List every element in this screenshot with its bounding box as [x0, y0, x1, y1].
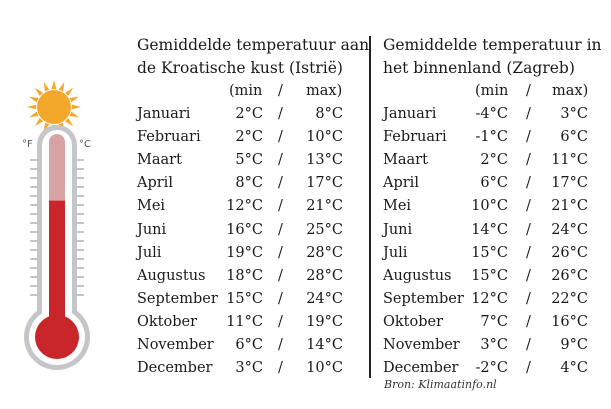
month-cell: Maart	[383, 152, 428, 169]
max-temp-cell: 8°C	[315, 106, 343, 123]
inland-title-line1: Gemiddelde temperatuur in	[383, 36, 602, 54]
min-temp-cell: 6°C	[480, 175, 508, 192]
slash-separator: /	[278, 152, 283, 169]
max-temp-cell: 24°C	[306, 290, 343, 307]
month-cell: Januari	[137, 106, 191, 123]
max-temp-cell: 17°C	[551, 175, 588, 192]
slash-separator: /	[526, 175, 531, 192]
table-row	[372, 334, 604, 357]
table-row	[121, 242, 365, 265]
min-temp-cell: 14°C	[471, 221, 508, 238]
slash-separator: /	[278, 198, 283, 215]
table-row	[372, 357, 604, 380]
month-cell: Februari	[137, 129, 201, 146]
month-cell: April	[137, 175, 173, 192]
table-row	[121, 288, 365, 311]
min-temp-cell: 12°C	[226, 198, 263, 215]
min-temp-cell: 2°C	[480, 152, 508, 169]
slash-separator: /	[278, 267, 283, 284]
table-row	[372, 195, 604, 218]
sun-ray	[70, 97, 79, 103]
max-temp-cell: 11°C	[551, 152, 588, 169]
max-header: max)	[552, 83, 589, 99]
max-temp-cell: 17°C	[306, 175, 343, 192]
slash-separator: /	[278, 290, 283, 307]
max-temp-cell: 16°C	[551, 313, 588, 330]
slash-separator: /	[278, 129, 283, 146]
month-cell: Maart	[137, 152, 182, 169]
max-temp-cell: 19°C	[306, 313, 343, 330]
source-credit: Bron: Klimaatinfo.nl	[384, 378, 497, 391]
table-row	[121, 195, 365, 218]
slash-separator: /	[278, 221, 283, 238]
table-row	[121, 334, 365, 357]
min-temp-cell: 7°C	[480, 313, 508, 330]
sun-ray	[70, 112, 79, 118]
max-header: max)	[306, 83, 343, 99]
celsius-label: °C	[79, 139, 91, 150]
min-header: (min	[475, 83, 509, 99]
max-temp-cell: 10°C	[306, 360, 343, 377]
min-temp-cell: 15°C	[471, 267, 508, 284]
max-temp-cell: 22°C	[551, 290, 588, 307]
coast-panel	[121, 34, 370, 380]
min-temp-cell: -2°C	[475, 360, 508, 377]
inland-title-line2: het binnenland (Zagreb)	[383, 59, 575, 77]
month-cell: November	[383, 337, 460, 354]
slash-separator: /	[526, 313, 531, 330]
coast-title-line1: Gemiddelde temperatuur aan	[137, 36, 370, 54]
month-cell: Oktober	[383, 313, 444, 330]
table-row	[372, 265, 604, 288]
month-cell: November	[137, 337, 214, 354]
month-cell: September	[383, 290, 464, 307]
thermometer-icon	[24, 125, 90, 370]
fahrenheit-label: °F	[22, 139, 33, 150]
inland-panel	[372, 34, 604, 380]
max-temp-cell: 25°C	[306, 221, 343, 238]
slash-separator: /	[526, 129, 531, 146]
sun-ray	[52, 80, 57, 89]
max-temp-cell: 14°C	[306, 337, 343, 354]
table-row	[372, 242, 604, 265]
month-cell: Februari	[383, 129, 447, 146]
coast-title-line2: de Kroatische kust (Istrië)	[137, 59, 343, 77]
month-cell: Juni	[137, 221, 167, 238]
month-cell: April	[383, 175, 419, 192]
max-temp-cell: 3°C	[560, 106, 588, 123]
min-temp-cell: 2°C	[235, 129, 263, 146]
sun-ray	[65, 118, 73, 126]
max-temp-cell: 21°C	[551, 198, 588, 215]
min-temp-cell: -1°C	[475, 129, 508, 146]
slash-separator: /	[278, 313, 283, 330]
slash-header: /	[526, 83, 531, 99]
max-temp-cell: 28°C	[306, 244, 343, 261]
min-temp-cell: 19°C	[226, 244, 263, 261]
min-temp-cell: 16°C	[226, 221, 263, 238]
slash-separator: /	[526, 244, 531, 261]
table-row	[372, 288, 604, 311]
table-row	[121, 126, 365, 149]
table-row	[372, 149, 604, 172]
month-cell: Juli	[383, 244, 408, 261]
slash-separator: /	[278, 106, 283, 123]
slash-separator: /	[526, 267, 531, 284]
max-temp-cell: 26°C	[551, 267, 588, 284]
slash-separator: /	[526, 360, 531, 377]
table-row	[121, 265, 365, 288]
month-cell: Augustus	[383, 267, 452, 284]
coast-header-row	[121, 80, 365, 103]
slash-separator: /	[526, 221, 531, 238]
month-cell: Juni	[383, 221, 413, 238]
min-temp-cell: 15°C	[226, 290, 263, 307]
min-temp-cell: 15°C	[471, 244, 508, 261]
table-row	[121, 103, 365, 126]
table-row	[372, 311, 604, 334]
sun-ray	[29, 112, 38, 118]
max-temp-cell: 6°C	[560, 129, 588, 146]
month-cell: December	[137, 360, 213, 377]
month-cell: Mei	[137, 198, 166, 215]
min-header: (min	[229, 83, 263, 99]
slash-separator: /	[278, 244, 283, 261]
slash-separator: /	[526, 290, 531, 307]
max-temp-cell: 24°C	[551, 221, 588, 238]
sun-ray	[35, 88, 43, 96]
slash-separator: /	[526, 198, 531, 215]
month-cell: Oktober	[137, 313, 198, 330]
table-row	[121, 219, 365, 242]
inland-table	[372, 103, 604, 380]
max-temp-cell: 21°C	[306, 198, 343, 215]
sun-ray	[65, 88, 73, 96]
max-temp-cell: 13°C	[306, 152, 343, 169]
min-temp-cell: 2°C	[235, 106, 263, 123]
sun-ray	[59, 82, 65, 91]
table-row	[372, 219, 604, 242]
slash-separator: /	[526, 152, 531, 169]
slash-separator: /	[278, 360, 283, 377]
min-temp-cell: 5°C	[235, 152, 263, 169]
table-row	[121, 149, 365, 172]
table-row	[372, 103, 604, 126]
sun-ray	[35, 118, 43, 126]
min-temp-cell: 11°C	[226, 313, 263, 330]
max-temp-cell: 26°C	[551, 244, 588, 261]
table-row	[121, 311, 365, 334]
month-cell: December	[383, 360, 459, 377]
table-row	[121, 357, 365, 380]
table-row	[121, 172, 365, 195]
month-cell: Mei	[383, 198, 412, 215]
slash-separator: /	[526, 337, 531, 354]
max-temp-cell: 28°C	[306, 267, 343, 284]
max-temp-cell: 10°C	[306, 129, 343, 146]
slash-separator: /	[278, 175, 283, 192]
month-cell: September	[137, 290, 218, 307]
table-row	[372, 172, 604, 195]
max-temp-cell: 4°C	[560, 360, 588, 377]
min-temp-cell: 12°C	[471, 290, 508, 307]
min-temp-cell: 18°C	[226, 267, 263, 284]
slash-separator: /	[526, 106, 531, 123]
min-temp-cell: 6°C	[235, 337, 263, 354]
month-cell: Januari	[383, 106, 437, 123]
column-divider	[369, 36, 371, 378]
sun-ray	[27, 105, 36, 110]
min-temp-cell: -4°C	[475, 106, 508, 123]
coast-table	[121, 103, 365, 380]
sun-ray	[29, 97, 38, 103]
inland-header-row	[372, 80, 604, 103]
month-cell: Augustus	[137, 267, 206, 284]
min-temp-cell: 10°C	[471, 198, 508, 215]
sun-thermometer-icon	[0, 0, 120, 409]
slash-header: /	[278, 83, 283, 99]
table-row	[372, 126, 604, 149]
sun-ray	[72, 105, 81, 110]
min-temp-cell: 8°C	[235, 175, 263, 192]
min-temp-cell: 3°C	[235, 360, 263, 377]
slash-separator: /	[278, 337, 283, 354]
min-temp-cell: 3°C	[480, 337, 508, 354]
sun-ray	[44, 82, 50, 91]
month-cell: Juli	[137, 244, 162, 261]
max-temp-cell: 9°C	[560, 337, 588, 354]
